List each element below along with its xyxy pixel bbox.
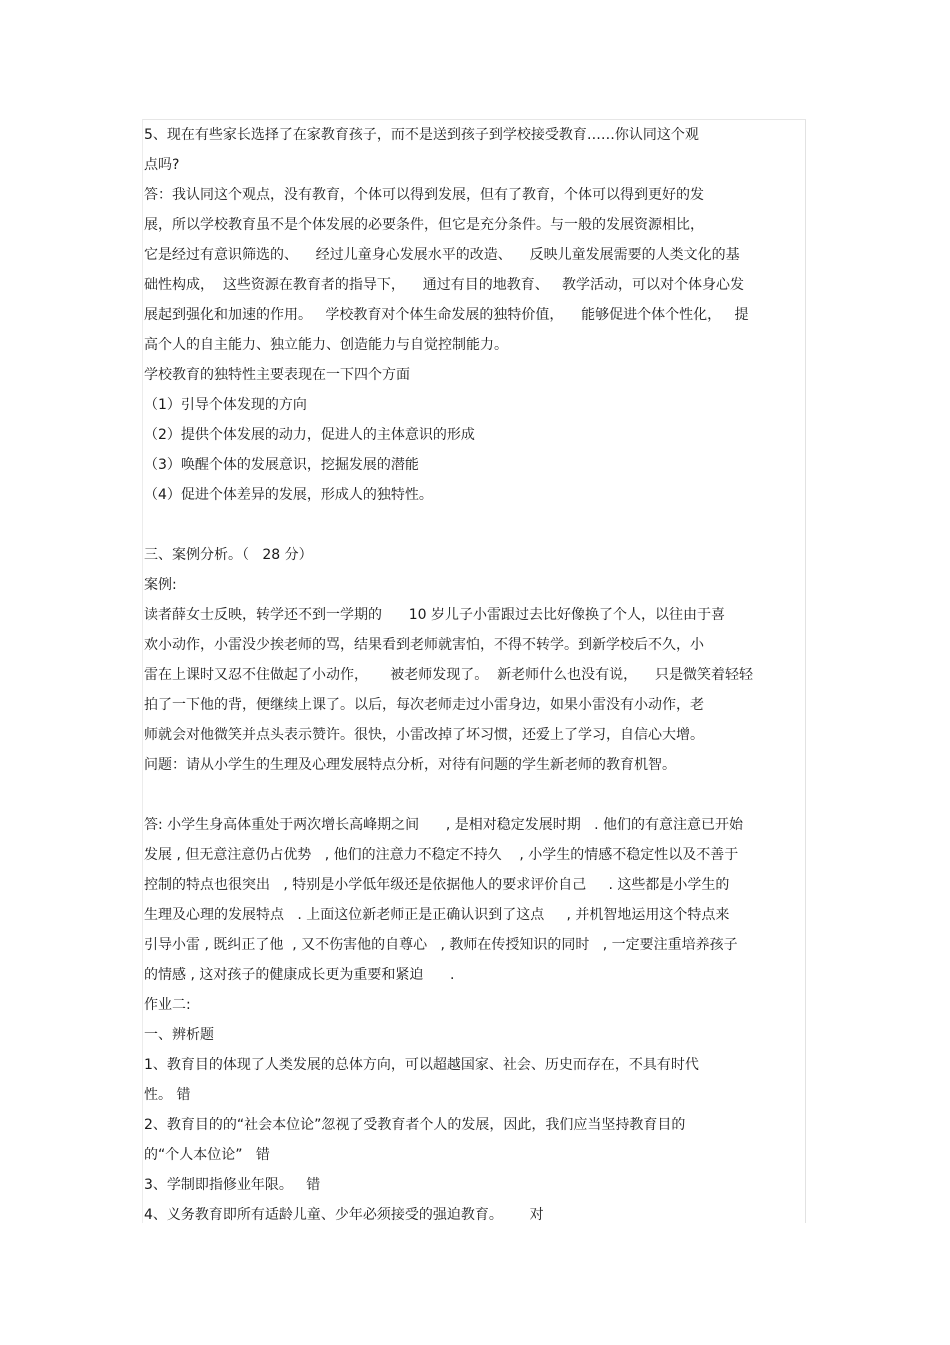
text-line: （1）引导个体发现的方向 bbox=[144, 397, 307, 413]
text-line: 点吗? bbox=[144, 157, 180, 173]
text-line: 性。 错 bbox=[144, 1087, 191, 1103]
text-line: 控制的特点也很突出 , 特别是小学低年级还是依据他人的要求评价自己 . 这些都是小学生的 bbox=[144, 877, 730, 893]
text-line: 1、教育目的体现了人类发展的总体方向，可以超越国家、社会、历史而存在，不具有时代 bbox=[144, 1057, 699, 1073]
text-line: 欢小动作，小雷没少挨老师的骂，结果看到老师就害怕，不得不转学。到新学校后不久，小 bbox=[144, 637, 704, 653]
text-line: 拍了一下他的背，便继续上课了。以后，每次老师走过小雷身边，如果小雷没有小动作，老 bbox=[144, 697, 704, 713]
text-line: 答: 小学生身高体重处于两次增长高峰期之间 , 是相对稳定发展时期 . 他们的有意注意已开始 bbox=[144, 817, 744, 833]
text-line: 师就会对他微笑并点头表示赞许。很快，小雷改掉了坏习惯，还爱上了学习，自信心大增。 bbox=[144, 727, 704, 743]
text-line: 的“个人本位论” 错 bbox=[144, 1147, 270, 1163]
text-line: （4）促进个体差异的发展，形成人的独特性。 bbox=[144, 487, 433, 503]
text-line: 雷在上课时又忍不住做起了小动作， 被老师发现了。 新老师什么也没有说， 只是微笑着轻轻 bbox=[144, 667, 753, 683]
text-line: 学校教育的独特性主要表现在一下四个方面 bbox=[144, 367, 410, 383]
text-line: （2）提供个体发展的动力，促进人的主体意识的形成 bbox=[144, 427, 475, 443]
text-line: 展，所以学校教育虽不是个体发展的必要条件，但它是充分条件。与一般的发展资源相比， bbox=[144, 217, 704, 233]
text-line: 读者薛女士反映，转学还不到一学期的 10 岁儿子小雷跟过去比好像换了个人，以往由于喜 bbox=[144, 607, 725, 623]
text-line: 案例: bbox=[144, 577, 177, 593]
text-line: 作业二: bbox=[144, 997, 191, 1013]
text-line: 3、学制即指修业年限。 错 bbox=[144, 1177, 321, 1193]
text-line: 发展 , 但无意注意仍占优势 , 他们的注意力不稳定不持久 , 小学生的情感不稳定性以及不善于 bbox=[144, 847, 739, 863]
text-line: 一、辨析题 bbox=[144, 1027, 214, 1043]
text-line: 高个人的自主能力、独立能力、创造能力与自觉控制能力。 bbox=[144, 337, 508, 353]
text-line: 5、现在有些家长选择了在家教育孩子，而不是送到孩子到学校接受教育……你认同这个观 bbox=[144, 127, 699, 143]
text-line: 引导小雷 , 既纠正了他 , 又不伤害他的自尊心 , 教师在传授知识的同时 , 一定要注重培养孩子 bbox=[144, 937, 738, 953]
text-line: （3）唤醒个体的发展意识，挖掘发展的潜能 bbox=[144, 457, 419, 473]
text-line: 生理及心理的发展特点 . 上面这位新老师正是正确认识到了这点 , 并机智地运用这个特点来 bbox=[144, 907, 730, 923]
text-line: 础性构成， 这些资源在教育者的指导下， 通过有目的地教育、 教学活动，可以对个体身心发 bbox=[144, 277, 745, 293]
text-line: 它是经过有意识筛选的、 经过儿童身心发展水平的改造、 反映儿童发展需要的人类文化的基 bbox=[144, 247, 740, 263]
text-line: 4、义务教育即所有适龄儿童、少年必须接受的强迫教育。 对 bbox=[144, 1207, 544, 1223]
text-line: 答：我认同这个观点，没有教育，个体可以得到发展，但有了教育，个体可以得到更好的发 bbox=[144, 187, 704, 203]
text-line: 三、案例分析。（ 28 分） bbox=[144, 547, 313, 563]
text-line: 2、教育目的的“社会本位论”忽视了受教育者个人的发展，因此，我们应当坚持教育目的 bbox=[144, 1117, 686, 1133]
text-line: 问题：请从小学生的生理及心理发展特点分析，对待有问题的学生新老师的教育机智。 bbox=[144, 757, 676, 773]
text-line: 展起到强化和加速的作用。 学校教育对个体生命发展的独特价值， 能够促进个体个性化， 提 bbox=[144, 307, 749, 323]
text-line: 的情感 , 这对孩子的健康成长更为重要和紧迫 . bbox=[144, 967, 455, 983]
